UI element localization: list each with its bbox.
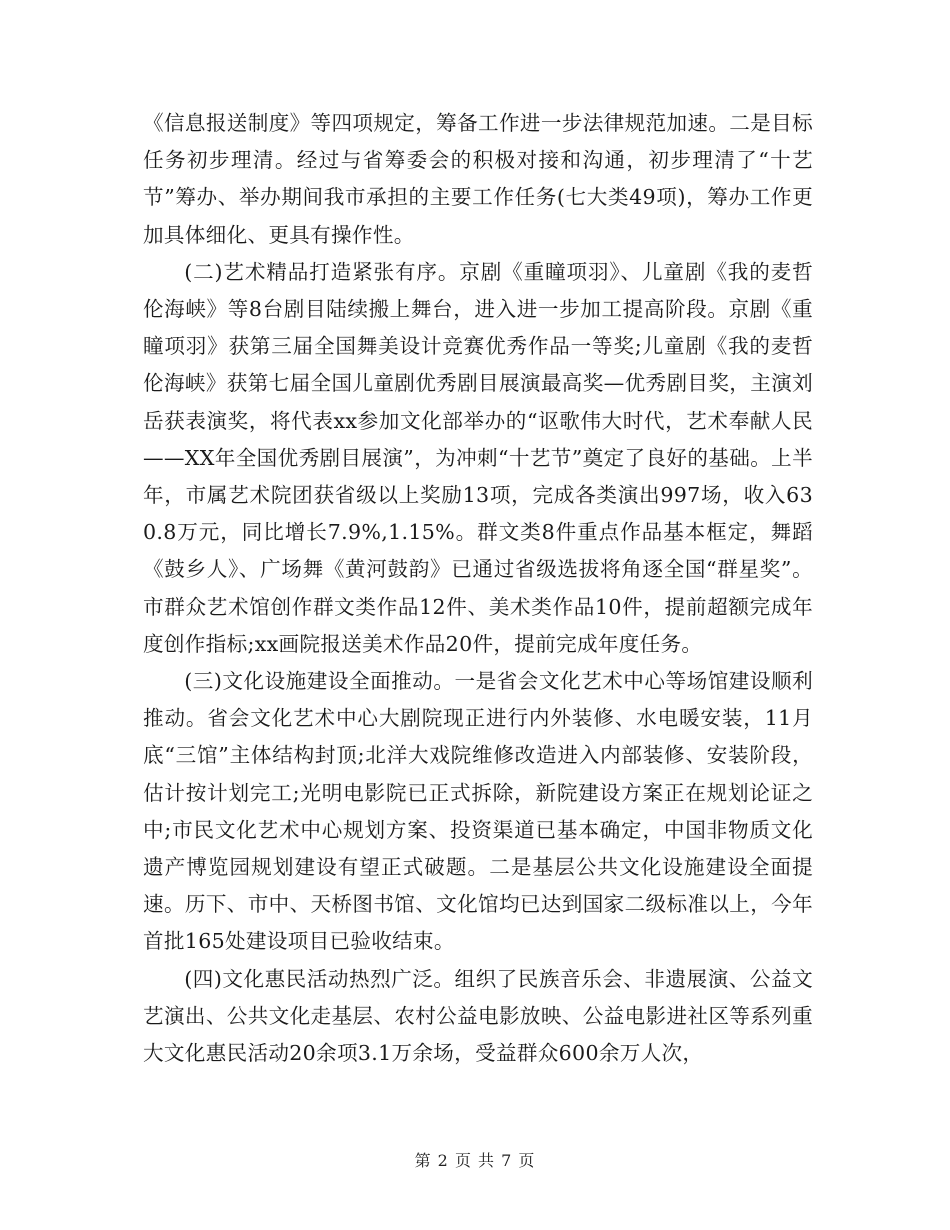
paragraph-3: (三)文化设施建设全面推动。一是省会文化艺术中心等场馆建设顺利推动。省会文化艺术中心大剧院现正进行内外装修、水电暖安装，11月底“三馆”主体结构封顶;北洋大戏院维修改造进入内部装修、安装阶段，估计按计划完工;光明电影院已正式拆除，新院建设方案正在规划论证之中;市民文化艺术中心规划方案、投资渠道已基本确定，中国非物质文化遗产博览园规划建设有望正式破题。二是基层公共文化设施建设全面提速。历下、市中、天桥图书馆、文化馆均已达到国家二级标准以上，今年首批165处建设项目已验收结束。 (143, 669, 813, 954)
paragraph-2: (二)艺术精品打造紧张有序。京剧《重瞳项羽》、儿童剧《我的麦哲伦海峡》等8台剧目陆续搬上舞台，进入进一步加工提高阶段。京剧《重瞳项羽》获第三届全国舞美设计竞赛优秀作品一等奖;儿童剧《我的麦哲伦海峡》获第七届全国儿童剧优秀剧目展演最高奖—优秀剧目奖，主演刘岳获表演奖，将代表xx参加文化部举办的“讴歌伟大时代，艺术奉献人民——XX年全国优秀剧目展演”，为冲刺“十艺节”奠定了良好的基础。上半年，市属艺术院团获省级以上奖励13项，完成各类演出997场，收入630.8万元，同比增长7.9%,1.15%。群文类8件重点作品基本框定，舞蹈《鼓乡人》、广场舞《黄河鼓韵》已通过省级选拔将角逐全国“群星奖”。市群众艺术馆创作群文类作品12件、美术类作品10件，提前超额完成年度创作指标;xx画院报送美术作品20件，提前完成年度任务。 (143, 259, 813, 656)
page-number: 第 2 页 共 7 页 (414, 1151, 536, 1170)
paragraph-4: (四)文化惠民活动热烈广泛。组织了民族音乐会、非遗展演、公益文艺演出、公共文化走基层、农村公益电影放映、公益电影进社区等系列重大文化惠民活动20余项3.1万余场，受益群众600余万人次， (143, 966, 813, 1066)
document-body (143, 105, 813, 1072)
paragraph-1: 《信息报送制度》等四项规定，筹备工作进一步法律规范加速。二是目标任务初步理清。经过与省筹委会的积极对接和沟通，初步理清了“十艺节”筹办、举办期间我市承担的主要工作任务(七大类49项)，筹办工作更加具体细化、更具有操作性。 (143, 111, 813, 247)
